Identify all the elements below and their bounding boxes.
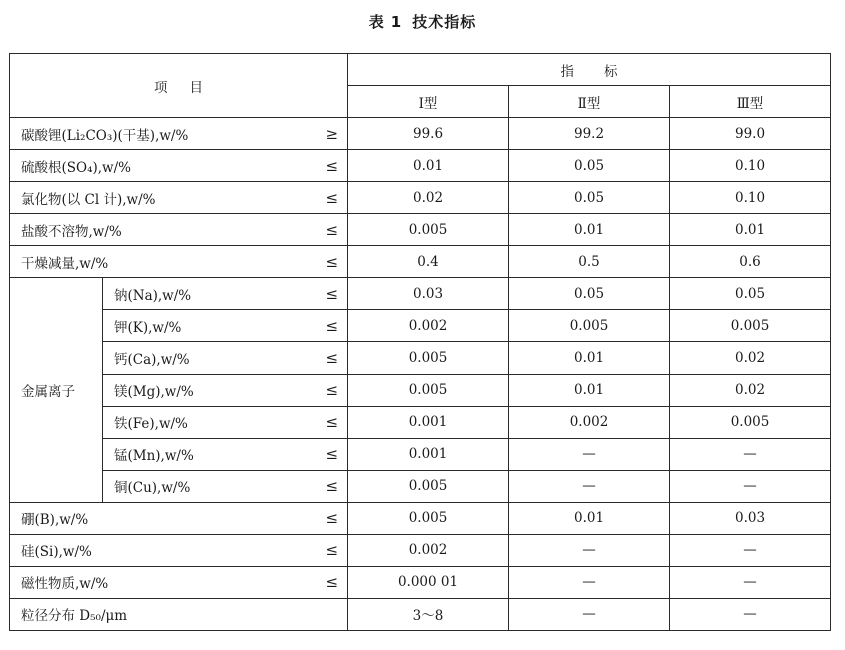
row-label: 镁(Mg),w/% (103, 374, 304, 406)
comparison-symbol: ≤ (304, 470, 348, 502)
value-cell-grade-1: 0.001 (348, 438, 509, 470)
value-cell-grade-3: 0.005 (670, 310, 831, 342)
value-cell-grade-2: 0.01 (509, 502, 670, 534)
value-cell-grade-1: 0.002 (348, 534, 509, 566)
comparison-symbol: ≤ (304, 406, 348, 438)
value-cell-grade-1: 99.6 (348, 118, 509, 150)
metal-ions-group-label: 金属离子 (10, 278, 103, 502)
value-cell-grade-1: 0.002 (348, 310, 509, 342)
value-cell-grade-3: — (670, 566, 831, 598)
value-cell-grade-3: 0.02 (670, 342, 831, 374)
value-cell-grade-3: — (670, 534, 831, 566)
value-cell-grade-3: — (670, 470, 831, 502)
comparison-symbol: ≤ (304, 150, 348, 182)
table-row (10, 470, 831, 502)
header-item: 项目 (10, 54, 348, 118)
table-title (0, 11, 845, 32)
value-cell-grade-1: 0.01 (348, 150, 509, 182)
table-row (10, 342, 831, 374)
row-label: 磁性物质,w/% (10, 566, 304, 598)
table-row (10, 278, 831, 310)
table-row (10, 406, 831, 438)
value-cell-grade-1: 0.005 (348, 470, 509, 502)
header-grade-3: Ⅲ型 (670, 86, 831, 118)
table-row (10, 502, 831, 534)
row-label: 锰(Mn),w/% (103, 438, 304, 470)
value-cell-grade-2: 0.01 (509, 342, 670, 374)
comparison-symbol: ≤ (304, 374, 348, 406)
value-cell-grade-1: 0.001 (348, 406, 509, 438)
comparison-symbol: ≤ (304, 438, 348, 470)
table-row (10, 598, 831, 630)
value-cell-grade-1: 0.005 (348, 502, 509, 534)
table-row (10, 310, 831, 342)
value-cell-grade-2: 0.01 (509, 374, 670, 406)
value-cell-grade-3: — (670, 438, 831, 470)
row-label: 粒径分布 D₅₀/μm (10, 598, 304, 630)
value-cell-grade-1: 0.4 (348, 246, 509, 278)
table-row (10, 534, 831, 566)
value-cell-grade-1: 0.03 (348, 278, 509, 310)
row-label: 干燥减量,w/% (10, 246, 304, 278)
value-cell-grade-2: 0.05 (509, 150, 670, 182)
row-label: 硼(B),w/% (10, 502, 304, 534)
table-title-text: 技术指标 (412, 13, 477, 31)
value-cell-grade-3: 0.02 (670, 374, 831, 406)
row-label: 碳酸锂(Li₂CO₃)(干基),w/% (10, 118, 304, 150)
value-cell-grade-3: 0.05 (670, 278, 831, 310)
comparison-symbol: ≥ (304, 118, 348, 150)
comparison-symbol: ≤ (304, 182, 348, 214)
comparison-symbol: ≤ (304, 342, 348, 374)
comparison-symbol: ≤ (304, 502, 348, 534)
technical-index-table (9, 53, 831, 631)
row-label: 盐酸不溶物,w/% (10, 214, 304, 246)
table-row (10, 118, 831, 150)
table-row (10, 566, 831, 598)
value-cell-grade-3: 0.005 (670, 406, 831, 438)
row-label: 钙(Ca),w/% (103, 342, 304, 374)
comparison-symbol (304, 598, 348, 630)
value-cell-grade-2: 0.01 (509, 214, 670, 246)
value-cell-grade-2: 99.2 (509, 118, 670, 150)
value-cell-grade-3: 0.6 (670, 246, 831, 278)
value-cell-grade-2: 0.05 (509, 182, 670, 214)
row-label: 硅(Si),w/% (10, 534, 304, 566)
value-cell-grade-2: — (509, 470, 670, 502)
comparison-symbol: ≤ (304, 310, 348, 342)
comparison-symbol: ≤ (304, 278, 348, 310)
table-title-number: 1 (390, 13, 403, 31)
value-cell-grade-2: 0.05 (509, 278, 670, 310)
value-cell-grade-3: — (670, 598, 831, 630)
table-row (10, 182, 831, 214)
value-cell-grade-1: 0.000 01 (348, 566, 509, 598)
header-grade-1: Ⅰ型 (348, 86, 509, 118)
table-row (10, 438, 831, 470)
value-cell-grade-2: — (509, 566, 670, 598)
table-row (10, 374, 831, 406)
value-cell-grade-1: 3～8 (348, 598, 509, 630)
comparison-symbol: ≤ (304, 534, 348, 566)
value-cell-grade-3: 99.0 (670, 118, 831, 150)
value-cell-grade-2: 0.005 (509, 310, 670, 342)
comparison-symbol: ≤ (304, 246, 348, 278)
value-cell-grade-2: 0.5 (509, 246, 670, 278)
row-label: 氯化物(以 Cl 计),w/% (10, 182, 304, 214)
row-label: 硫酸根(SO₄),w/% (10, 150, 304, 182)
value-cell-grade-2: — (509, 438, 670, 470)
header-grade-2: Ⅱ型 (509, 86, 670, 118)
value-cell-grade-3: 0.03 (670, 502, 831, 534)
value-cell-grade-2: 0.002 (509, 406, 670, 438)
row-label: 铜(Cu),w/% (103, 470, 304, 502)
row-label: 铁(Fe),w/% (103, 406, 304, 438)
header-index: 指标 (348, 54, 831, 86)
value-cell-grade-3: 0.01 (670, 214, 831, 246)
row-label: 钾(K),w/% (103, 310, 304, 342)
table-row (10, 214, 831, 246)
value-cell-grade-1: 0.02 (348, 182, 509, 214)
header-row-1 (10, 54, 831, 86)
value-cell-grade-1: 0.005 (348, 374, 509, 406)
value-cell-grade-2: — (509, 534, 670, 566)
value-cell-grade-1: 0.005 (348, 214, 509, 246)
comparison-symbol: ≤ (304, 214, 348, 246)
value-cell-grade-2: — (509, 598, 670, 630)
table-row (10, 150, 831, 182)
value-cell-grade-3: 0.10 (670, 150, 831, 182)
value-cell-grade-3: 0.10 (670, 182, 831, 214)
value-cell-grade-1: 0.005 (348, 342, 509, 374)
row-label: 钠(Na),w/% (103, 278, 304, 310)
table-row (10, 246, 831, 278)
table-title-label: 表 (368, 13, 385, 31)
comparison-symbol: ≤ (304, 566, 348, 598)
